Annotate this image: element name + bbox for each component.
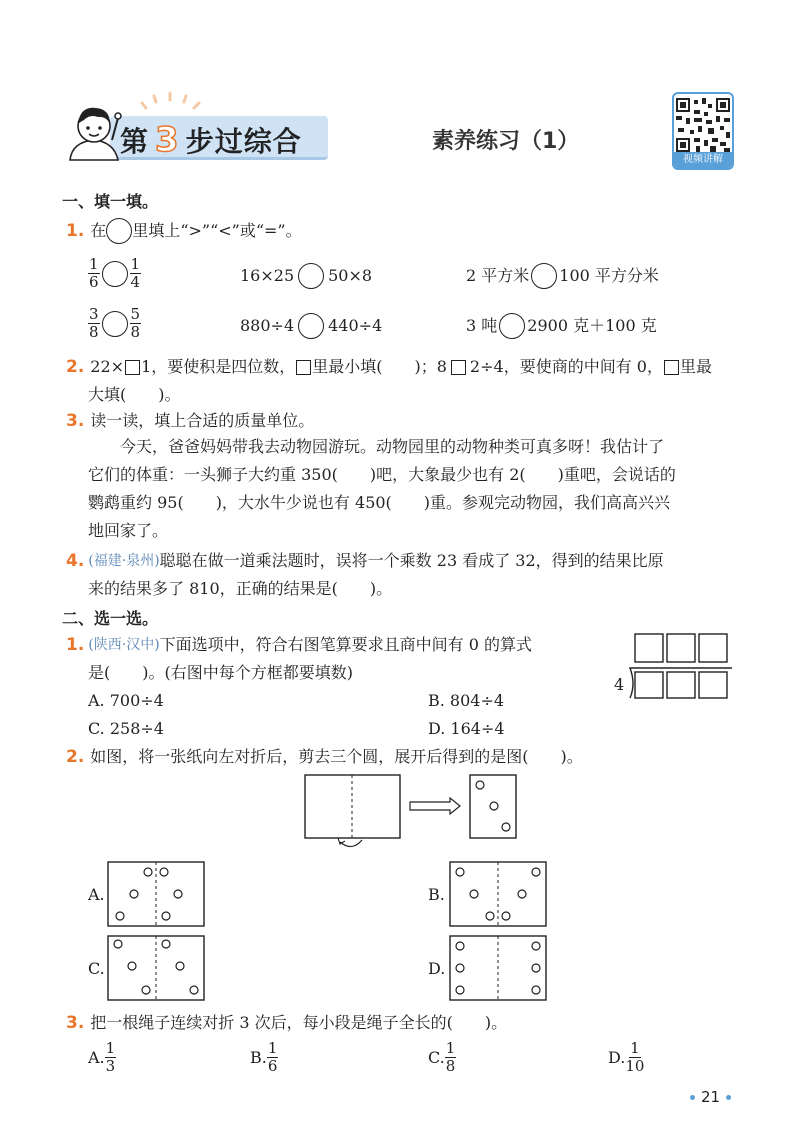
fraction: $\frac{1}{6}$ — [89, 255, 99, 291]
s2q2-option-c-figure[interactable] — [106, 934, 206, 1002]
fraction: $\frac{3}{8}$ — [89, 305, 99, 341]
page-number-text: 21 — [701, 1088, 721, 1106]
fraction: $\frac{1}{3}$ — [105, 1039, 116, 1075]
expr-left: 2 平方米 — [466, 266, 530, 285]
exercise-title: 素养练习（1） — [432, 129, 580, 154]
q3-stem — [66, 410, 314, 432]
s2q3-stem — [66, 1012, 507, 1034]
q1-row2-item1 — [88, 306, 141, 341]
qr-caption: 视频讲解 — [674, 152, 732, 168]
q1-stem — [66, 218, 302, 244]
dot-icon — [690, 1095, 695, 1100]
brand-prefix: 第 — [120, 125, 150, 158]
fraction: $\frac{1}{6}$ — [267, 1039, 278, 1075]
s2q1-option-b[interactable]: B. 804÷4 — [428, 691, 505, 710]
answer-circle[interactable] — [102, 311, 128, 337]
q1-number: 1. — [66, 221, 85, 241]
answer-box[interactable] — [125, 360, 140, 375]
s2q1-line2: 是( )。(右图中每个方框都要填数) — [88, 663, 353, 682]
s2q3-option-d[interactable] — [608, 1040, 644, 1075]
q3-para-line: 地回家了。 — [88, 521, 169, 540]
s2q2-option-a-figure[interactable] — [106, 860, 206, 928]
s2q1-option-c[interactable]: C. 258÷4 — [88, 719, 164, 738]
s2q2-option-a-label[interactable]: A. — [88, 885, 105, 904]
q3-para-line: 鹦鹉重约 95( )，大水牛少说也有 450( )重。参观完动物园，我们高高兴兴 — [88, 493, 671, 512]
q4-source: (福建·泉州) — [88, 553, 160, 569]
fraction: $\frac{1}{10}$ — [625, 1039, 645, 1075]
fraction: $\frac{5}{8}$ — [130, 305, 141, 341]
q2-text: 22× — [90, 357, 125, 376]
s2q2-option-d-figure[interactable] — [448, 934, 548, 1002]
s2q2-number: 2. — [66, 747, 85, 767]
paper-fold-figure — [300, 772, 520, 852]
answer-circle[interactable] — [102, 261, 128, 287]
expr-right: 50×8 — [328, 266, 373, 285]
q2-line2: 大填( )。 — [88, 385, 181, 404]
option-label: D. — [608, 1047, 626, 1067]
q1-row2-item3 — [466, 313, 657, 339]
s2q2-option-c-label[interactable]: C. — [88, 959, 105, 978]
q3-number: 3. — [66, 411, 85, 431]
header — [0, 80, 800, 170]
q2-line1 — [66, 356, 712, 378]
expr-left: 16×25 — [240, 266, 295, 285]
q3-para-line: 它们的体重：一头狮子大约重 350( )吧，大象最少也有 2( )重吧，会说话的 — [88, 465, 676, 484]
q2-text: 1，要使积是四位数， — [141, 357, 296, 376]
q2-text: 里最 — [679, 357, 712, 376]
q1-text-b: 里填上“>”“<”或“=”。 — [132, 221, 302, 240]
answer-box[interactable] — [664, 360, 679, 375]
s2q3-option-a[interactable] — [88, 1040, 116, 1075]
q2-text: 2÷4，要使商的中间有 0， — [469, 357, 663, 376]
q4-line2: 来的结果多了 810，正确的结果是( )。 — [88, 579, 393, 598]
q2-number: 2. — [66, 357, 85, 377]
sun-rays-icon — [136, 88, 206, 112]
q1-row1-item1 — [88, 256, 141, 291]
s2q2-stem — [66, 746, 583, 768]
answer-box[interactable] — [451, 360, 466, 375]
brand-suffix: 步过综合 — [185, 125, 302, 158]
s2q1-option-d[interactable]: D. 164÷4 — [428, 719, 505, 738]
s2q2-option-d-label[interactable]: D. — [428, 959, 446, 978]
dot-icon — [726, 1095, 731, 1100]
s2q1-source: (陕西·汉中) — [88, 637, 160, 653]
fraction: $\frac{1}{8}$ — [445, 1039, 456, 1075]
s2q1-number: 1. — [66, 635, 85, 655]
option-label: C. — [428, 1047, 445, 1067]
expr-left: 880÷4 — [240, 316, 295, 335]
long-division-figure — [608, 632, 738, 702]
s2q3-option-b[interactable] — [250, 1040, 278, 1075]
q1-row2-item2 — [240, 313, 382, 339]
page-number — [690, 1088, 731, 1106]
q1-row1-item3 — [466, 263, 659, 289]
s2q2-text: 如图，将一张纸向左对折后，剪去三个圆，展开后得到的是图( )。 — [90, 747, 583, 766]
division-bracket-icon — [608, 632, 738, 702]
q4-number: 4. — [66, 551, 85, 571]
s2q3-text: 把一根绳子连续对折 3 次后，每小段是绳子全长的( )。 — [90, 1013, 508, 1032]
option-label: A. — [88, 1047, 105, 1067]
section2-title: 二、选一选。 — [62, 609, 159, 628]
answer-circle[interactable] — [298, 263, 324, 289]
s2q1-line1 — [66, 634, 532, 656]
s2q3-number: 3. — [66, 1013, 85, 1033]
s2q1-text: 下面选项中，符合右图笔算要求且商中间有 0 的算式 — [159, 635, 533, 654]
option-label: B. — [250, 1047, 267, 1067]
s2q1-option-a[interactable]: A. 700÷4 — [88, 691, 164, 710]
answer-circle[interactable] — [106, 218, 132, 244]
answer-circle[interactable] — [531, 263, 557, 289]
answer-circle[interactable] — [499, 313, 525, 339]
qr-code[interactable] — [672, 92, 734, 170]
q1-text-a: 在 — [90, 221, 107, 240]
q3-para-line: 今天，爸爸妈妈带我去动物园游玩。动物园里的动物种类可真多呀！我估计了 — [120, 437, 665, 456]
brand-number: 3 — [155, 120, 180, 160]
boy-mascot-icon — [62, 98, 126, 162]
section1-title: 一、填一填。 — [62, 192, 159, 211]
s2q3-option-c[interactable] — [428, 1040, 456, 1075]
expr-left: 3 吨 — [466, 316, 498, 335]
q3-text: 读一读，填上合适的质量单位。 — [90, 411, 315, 430]
q1-row1-item2 — [240, 263, 372, 289]
expr-right: 440÷4 — [328, 316, 383, 335]
s2q2-option-b-figure[interactable] — [448, 860, 548, 928]
fraction: $\frac{1}{4}$ — [130, 255, 141, 291]
q4-line1 — [66, 550, 664, 572]
s2q2-option-b-label[interactable]: B. — [428, 885, 445, 904]
q4-text: 聪聪在做一道乘法题时，误将一个乘数 23 看成了 32，得到的结果比原 — [159, 551, 664, 570]
expr-right: 100 平方分米 — [559, 266, 659, 285]
answer-box[interactable] — [296, 360, 311, 375]
divisor-label: 4 — [614, 675, 625, 694]
answer-circle[interactable] — [298, 313, 324, 339]
expr-right: 2900 克＋100 克 — [527, 316, 657, 335]
qr-code-icon — [674, 96, 732, 154]
q2-text: 里最小填( )；8 — [312, 357, 447, 376]
